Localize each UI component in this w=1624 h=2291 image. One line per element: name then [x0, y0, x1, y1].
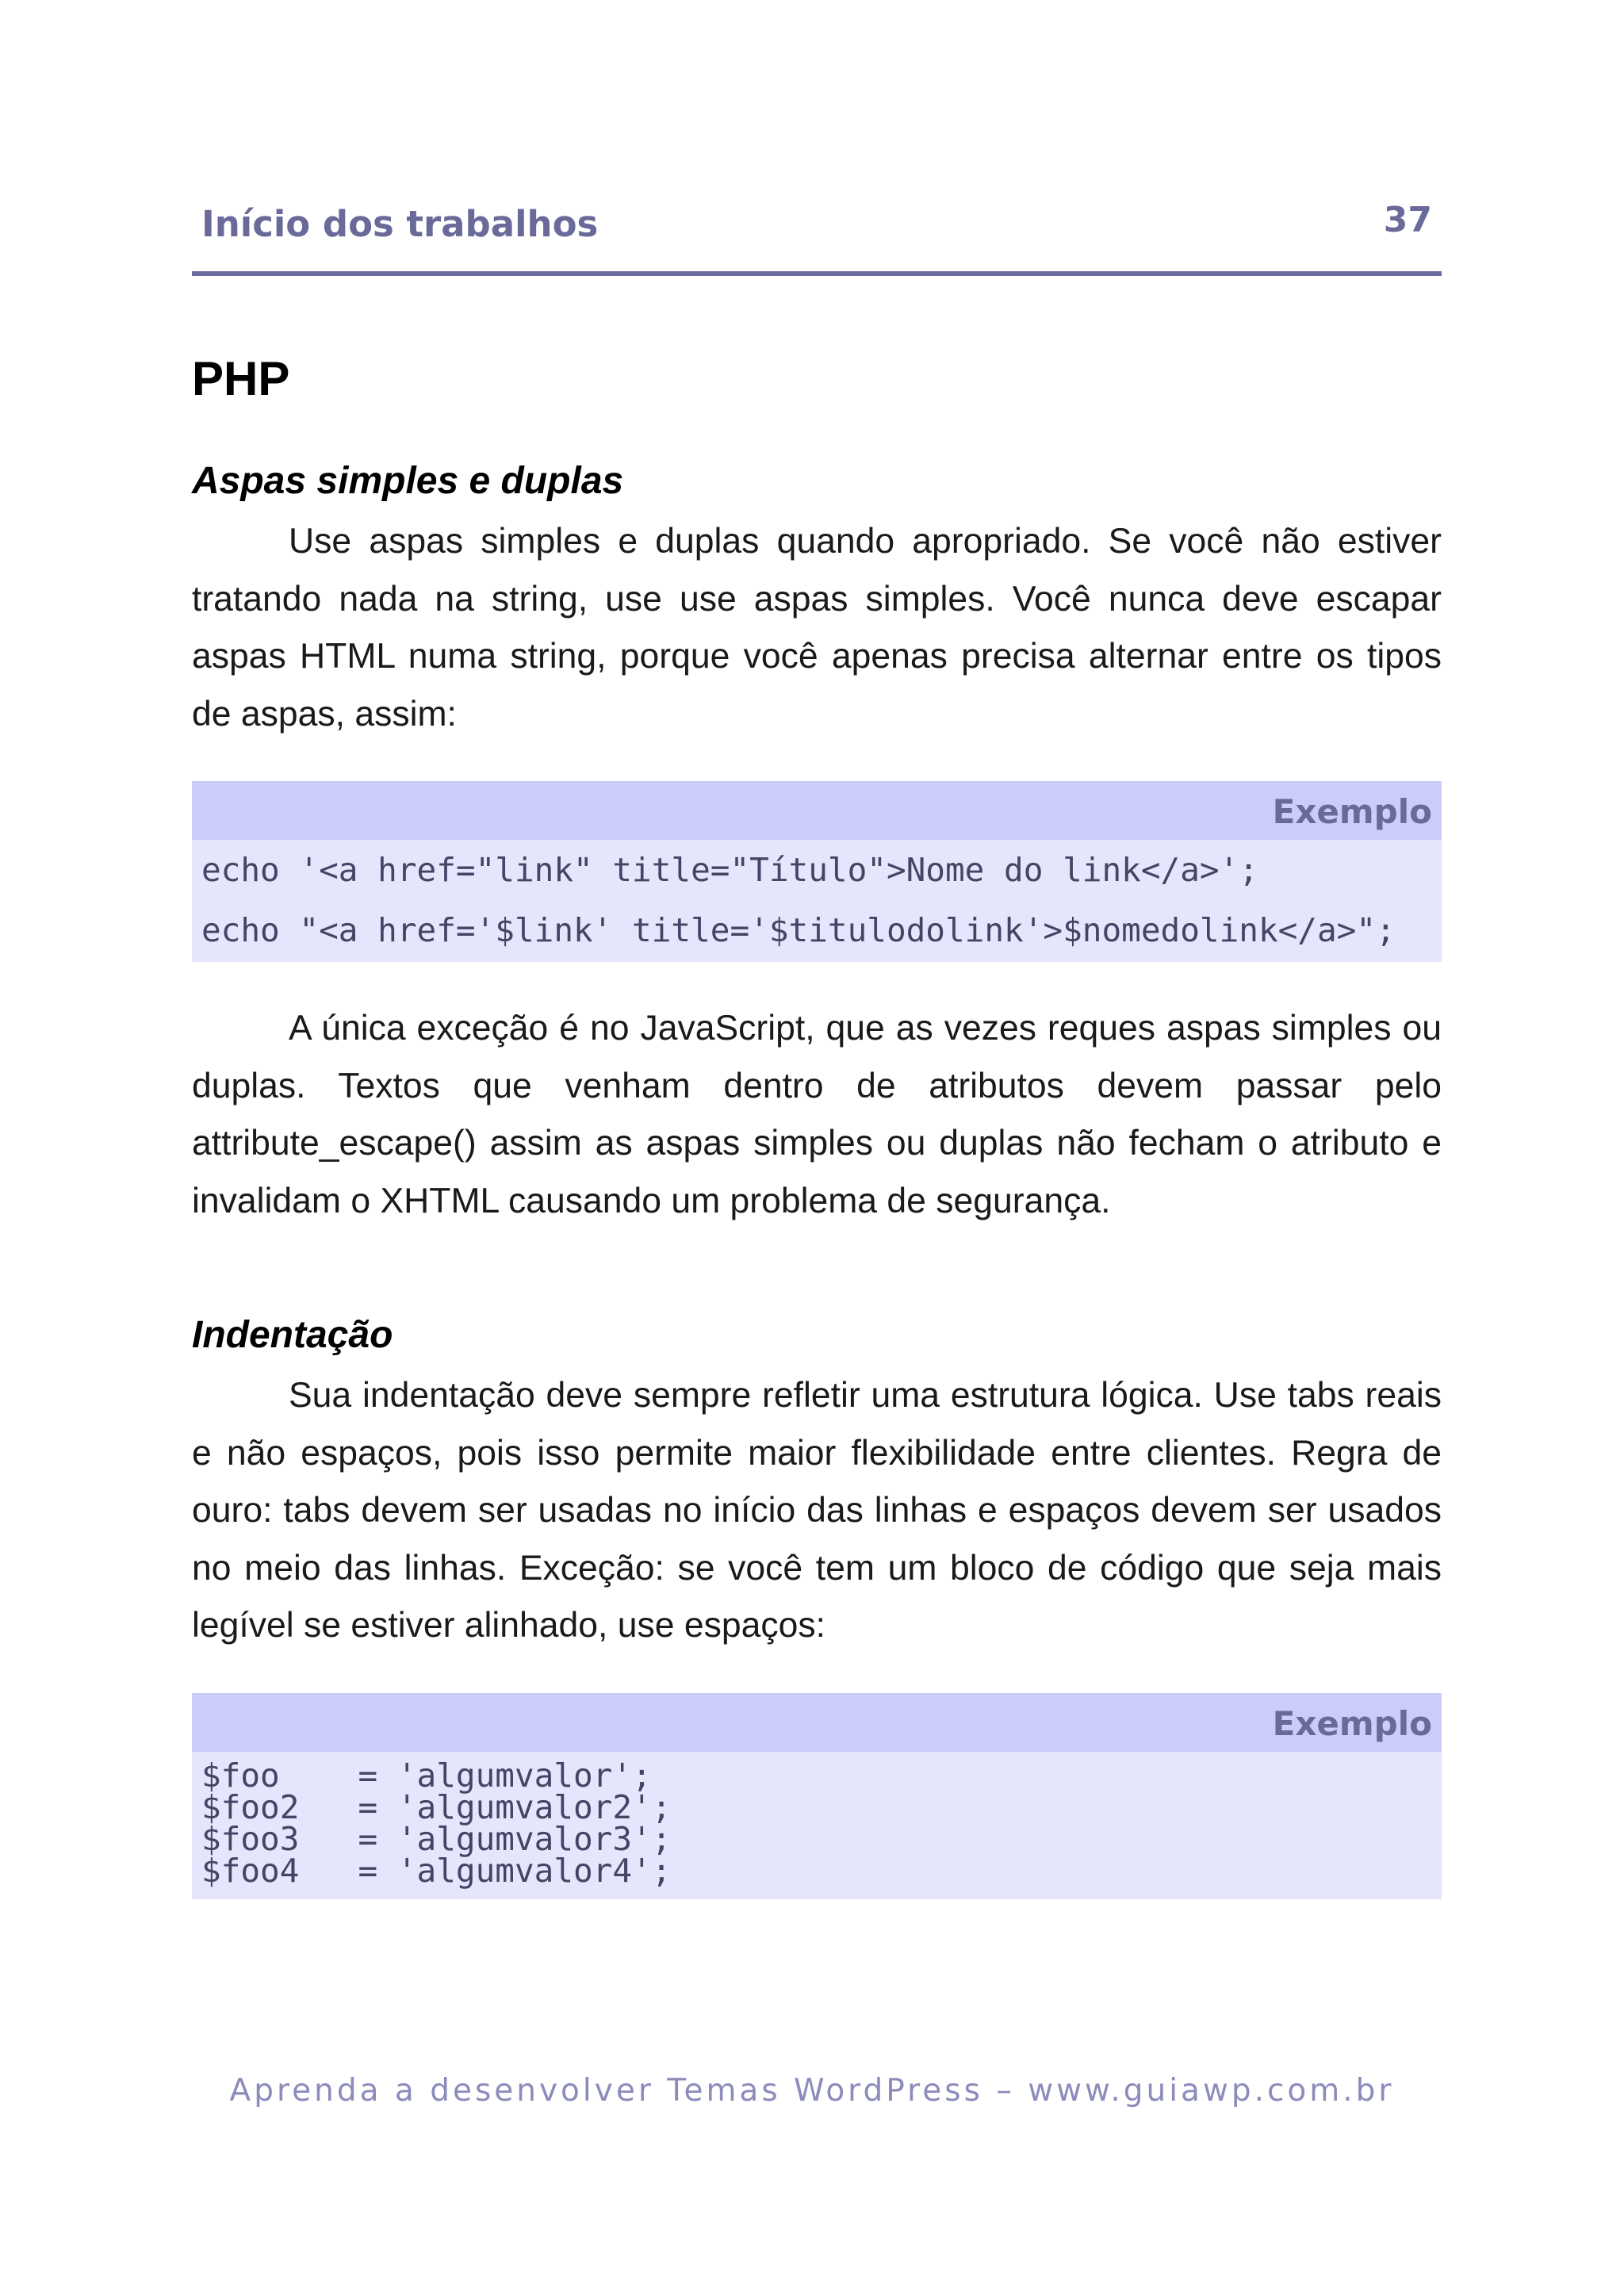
running-header	[192, 190, 1442, 276]
paragraph: Sua indentação deve sempre refletir uma estrutura lógica. Use tabs reais e não espaços, pois isso permite maior flexibilidade entre clientes. Regra de ouro: tabs devem ser usadas no início das linhas e espaços devem ser usados no meio das linhas. Exceção: se você tem um bloco de código que seja mais legível se estiver alinhado, use espaços:	[192, 1376, 1442, 1645]
code-line: echo '<a href="link" title="Título">Nome do link</a>';	[201, 851, 1258, 889]
running-title: Início dos trabalhos	[201, 203, 599, 245]
code-example-label: Exemplo	[192, 781, 1442, 840]
code-line: echo "<a href='$link' title='$titulodolink'>$nomedolink</a>";	[201, 911, 1396, 949]
page-content	[192, 349, 1442, 1899]
code-line: $foo2 = 'algumvalor2';	[201, 1787, 672, 1826]
paragraph: A única exceção é no JavaScript, que as vezes reques aspas simples ou duplas. Textos que venham dentro de atributos devem passar pelo attribute_escape() assim as aspas simples ou duplas não fecham o atributo e invalidam o XHTML causando um problema de segurança.	[192, 1009, 1442, 1220]
code-lines	[192, 840, 1442, 960]
code-example-label: Exemplo	[192, 1693, 1442, 1752]
code-example-indentation	[192, 1693, 1442, 1899]
page-number: 37	[1383, 200, 1432, 240]
code-line: $foo = 'algumvalor';	[201, 1756, 652, 1795]
subsection-title-indentacao: Indentação	[192, 1314, 393, 1356]
section-title: PHP	[192, 352, 290, 405]
code-line: $foo4 = 'algumvalor4';	[201, 1851, 672, 1890]
page-footer: Aprenda a desenvolver Temas WordPress – www.guiawp.com.br	[229, 2073, 1395, 2109]
subsection-title-aspas: Aspas simples e duplas	[192, 460, 624, 502]
paragraph: Use aspas simples e duplas quando apropriado. Se você não estiver tratando nada na string, use use aspas simples. Você nunca deve escapar aspas HTML numa string, porque você apenas precisa alternar entre os tipos de aspas, assim:	[192, 522, 1442, 734]
code-line: $foo3 = 'algumvalor3';	[201, 1819, 672, 1858]
code-lines	[192, 1752, 1442, 1899]
code-example-quotes	[192, 781, 1442, 962]
